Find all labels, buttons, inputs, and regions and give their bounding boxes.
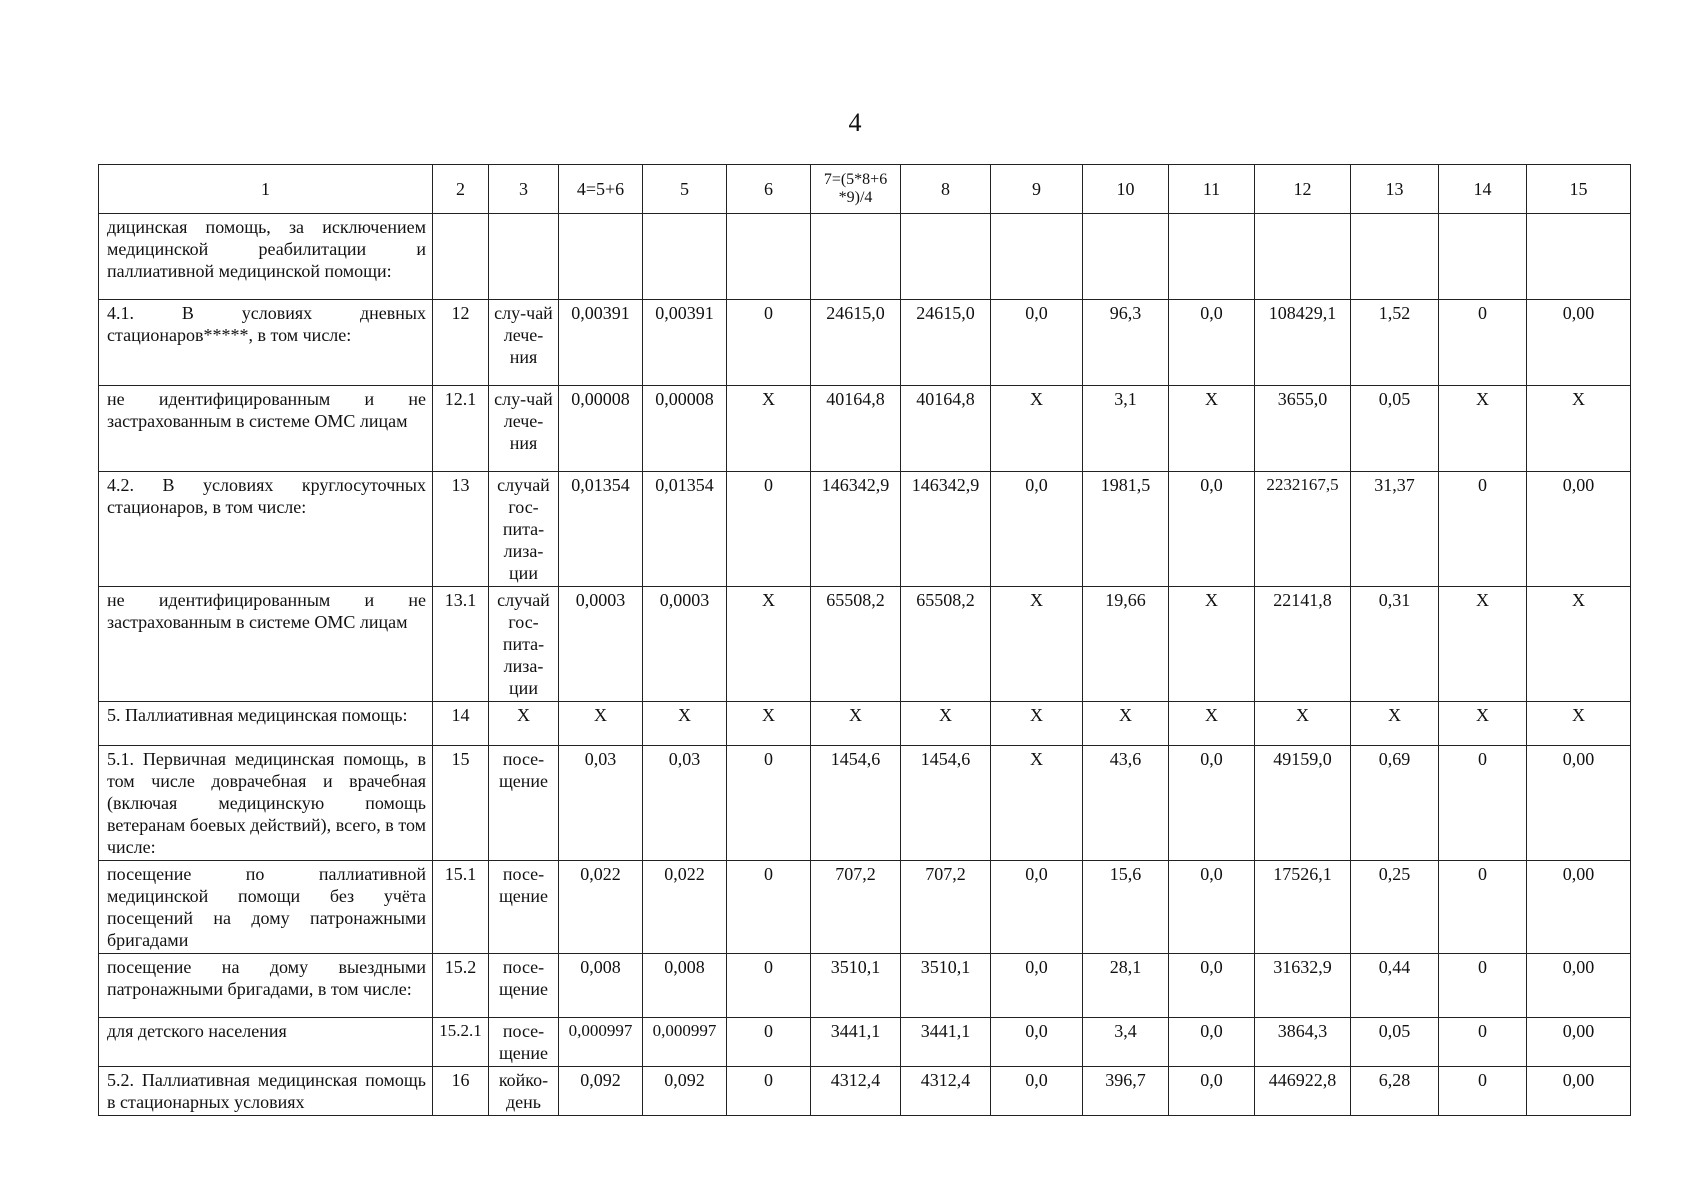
row-name: 4.1. В условиях дневных стационаров*****, в том числе: — [99, 300, 433, 386]
table-cell: X — [643, 702, 727, 746]
table-cell: посе-щение — [489, 861, 559, 954]
row-name: 5. Паллиативная медицинская помощь: — [99, 702, 433, 746]
table-cell — [489, 214, 559, 300]
table-cell: 0,022 — [559, 861, 643, 954]
table-cell: 12 — [433, 300, 489, 386]
table-cell: 15.1 — [433, 861, 489, 954]
table-cell: 14 — [433, 702, 489, 746]
table-cell: 0 — [727, 746, 811, 861]
table-cell: посе-щение — [489, 954, 559, 1018]
table-cell: 0,00 — [1527, 746, 1631, 861]
table-cell: 13 — [433, 472, 489, 587]
table-cell: 0 — [1439, 472, 1527, 587]
table-cell: 0,0 — [1169, 1018, 1255, 1067]
column-header: 5 — [643, 165, 727, 214]
table-cell: 0,0 — [1169, 861, 1255, 954]
table-cell: 0,0 — [1169, 746, 1255, 861]
table-cell: 0,0 — [1169, 300, 1255, 386]
column-header: 11 — [1169, 165, 1255, 214]
table-row — [99, 746, 1631, 861]
table-cell: 28,1 — [1083, 954, 1169, 1018]
table-cell: 0 — [1439, 1018, 1527, 1067]
row-name: 4.2. В условиях круглосуточных стационаров, в том числе: — [99, 472, 433, 587]
column-header: 13 — [1351, 165, 1439, 214]
table-cell — [1255, 214, 1351, 300]
table-cell: 0 — [727, 472, 811, 587]
row-name: 5.2. Паллиативная медицинская помощь в стационарных условиях — [99, 1067, 433, 1116]
table-cell: X — [991, 386, 1083, 472]
table-cell: 0,03 — [559, 746, 643, 861]
table-cell: 0,31 — [1351, 587, 1439, 702]
table-cell — [1439, 214, 1527, 300]
table-cell: 16 — [433, 1067, 489, 1116]
table-row — [99, 1018, 1631, 1067]
table-cell: 24615,0 — [811, 300, 901, 386]
table-cell — [559, 214, 643, 300]
column-header: 2 — [433, 165, 489, 214]
column-header: 6 — [727, 165, 811, 214]
table-cell: 0,00391 — [559, 300, 643, 386]
table-cell: 65508,2 — [901, 587, 991, 702]
table-cell: случай гос-пита-лиза-ции — [489, 472, 559, 587]
table-cell: 0 — [727, 1067, 811, 1116]
table-cell — [643, 214, 727, 300]
table-cell: 0,00 — [1527, 954, 1631, 1018]
table-cell: 15.2 — [433, 954, 489, 1018]
row-name: 5.1. Первичная медицинская помощь, в том числе доврачебная и врачебная (включая медицинскую помощь ветеранам боевых действий), всего, в том числе: — [99, 746, 433, 861]
column-header: 9 — [991, 165, 1083, 214]
table-cell: X — [901, 702, 991, 746]
table-cell: 3,4 — [1083, 1018, 1169, 1067]
table-cell: X — [727, 587, 811, 702]
table-row — [99, 702, 1631, 746]
table-cell: 0,0 — [991, 472, 1083, 587]
table-cell: слу-чай лече-ния — [489, 300, 559, 386]
table-cell: X — [727, 702, 811, 746]
table-cell: 0,022 — [643, 861, 727, 954]
table-row — [99, 587, 1631, 702]
table-cell: 4312,4 — [901, 1067, 991, 1116]
table-cell: 0 — [1439, 300, 1527, 386]
table-cell: 146342,9 — [811, 472, 901, 587]
table-cell: 3441,1 — [811, 1018, 901, 1067]
table-cell: 0,000997 — [643, 1018, 727, 1067]
table-cell: X — [1255, 702, 1351, 746]
table-cell: 0,0 — [1169, 954, 1255, 1018]
table-cell: 0 — [1439, 954, 1527, 1018]
table-cell: 0,0003 — [643, 587, 727, 702]
table-cell — [1527, 214, 1631, 300]
table-cell: X — [1527, 702, 1631, 746]
table-cell: 43,6 — [1083, 746, 1169, 861]
table-cell — [433, 214, 489, 300]
table-cell — [1083, 214, 1169, 300]
table-cell: X — [1083, 702, 1169, 746]
table-cell: 0,00 — [1527, 861, 1631, 954]
table-row — [99, 861, 1631, 954]
table-cell: 0 — [727, 1018, 811, 1067]
page-number: 4 — [848, 108, 862, 137]
table-cell: 0,0 — [991, 954, 1083, 1018]
table-cell: 0,05 — [1351, 1018, 1439, 1067]
table-cell: X — [1439, 587, 1527, 702]
table-cell: 15 — [433, 746, 489, 861]
table-cell: 0,05 — [1351, 386, 1439, 472]
table-cell: 15.2.1 — [433, 1018, 489, 1067]
table-cell: 40164,8 — [811, 386, 901, 472]
table-cell: 0,008 — [559, 954, 643, 1018]
table-cell — [1169, 214, 1255, 300]
table-cell: 0,0 — [991, 1018, 1083, 1067]
table-cell: X — [811, 702, 901, 746]
table-cell: 1981,5 — [1083, 472, 1169, 587]
table-cell: 3510,1 — [901, 954, 991, 1018]
table-cell: 707,2 — [901, 861, 991, 954]
column-header: 15 — [1527, 165, 1631, 214]
table-cell: X — [1527, 587, 1631, 702]
table-cell: 24615,0 — [901, 300, 991, 386]
table-cell: 3,1 — [1083, 386, 1169, 472]
table-cell: 446922,8 — [1255, 1067, 1351, 1116]
table-cell: 1454,6 — [811, 746, 901, 861]
table-cell: 0,69 — [1351, 746, 1439, 861]
table-cell: 12.1 — [433, 386, 489, 472]
table-cell: 0,00 — [1527, 472, 1631, 587]
table-cell: 0 — [1439, 746, 1527, 861]
table-cell: 96,3 — [1083, 300, 1169, 386]
table-row — [99, 386, 1631, 472]
table-cell: 396,7 — [1083, 1067, 1169, 1116]
column-header: 8 — [901, 165, 991, 214]
table-row — [99, 954, 1631, 1018]
table-cell: 0,0 — [991, 300, 1083, 386]
table-cell: 1,52 — [1351, 300, 1439, 386]
column-header: 12 — [1255, 165, 1351, 214]
table-cell: X — [1169, 587, 1255, 702]
table-cell: 0,0 — [1169, 472, 1255, 587]
row-name: посещение на дому выездными патронажными бригадами, в том числе: — [99, 954, 433, 1018]
table-cell: 0,03 — [643, 746, 727, 861]
table-cell: X — [1527, 386, 1631, 472]
table-cell: койко-день — [489, 1067, 559, 1116]
table-cell: 2232167,5 — [1255, 472, 1351, 587]
table-cell: 3441,1 — [901, 1018, 991, 1067]
table-cell: 0,092 — [559, 1067, 643, 1116]
table-cell: 0,0 — [1169, 1067, 1255, 1116]
table-cell: 0,25 — [1351, 861, 1439, 954]
table-cell: 0,44 — [1351, 954, 1439, 1018]
column-header: 1 — [99, 165, 433, 214]
table-cell: 3864,3 — [1255, 1018, 1351, 1067]
table-cell: 22141,8 — [1255, 587, 1351, 702]
table-cell: 65508,2 — [811, 587, 901, 702]
table-cell: X — [489, 702, 559, 746]
header-row — [99, 165, 1631, 214]
table-cell: 0 — [727, 300, 811, 386]
table-cell: 146342,9 — [901, 472, 991, 587]
column-header: 4=5+6 — [559, 165, 643, 214]
table-body — [99, 214, 1631, 1116]
table-cell — [727, 214, 811, 300]
table-cell: 0,00 — [1527, 1067, 1631, 1116]
table-cell: случай гос-пита-лиза-ции — [489, 587, 559, 702]
table-row — [99, 300, 1631, 386]
table-cell: 15,6 — [1083, 861, 1169, 954]
table-cell: 108429,1 — [1255, 300, 1351, 386]
table-cell — [901, 214, 991, 300]
table-cell: 0,00 — [1527, 1018, 1631, 1067]
table-cell: X — [1439, 702, 1527, 746]
table-cell — [991, 214, 1083, 300]
table-cell: слу-чай лече-ния — [489, 386, 559, 472]
table-row — [99, 472, 1631, 587]
table-cell: 0,0 — [991, 1067, 1083, 1116]
table-cell: 1454,6 — [901, 746, 991, 861]
table-cell: 0,00008 — [559, 386, 643, 472]
table-cell: 3655,0 — [1255, 386, 1351, 472]
table-cell: X — [1169, 386, 1255, 472]
table-cell: 19,66 — [1083, 587, 1169, 702]
table-cell: 40164,8 — [901, 386, 991, 472]
data-table — [98, 164, 1631, 1116]
row-name: дицинская помощь, за исключением медицинской реабилитации и паллиативной медицинской помощи: — [99, 214, 433, 300]
table-cell: X — [991, 746, 1083, 861]
table-cell: 6,28 — [1351, 1067, 1439, 1116]
table-row — [99, 1067, 1631, 1116]
table-cell: X — [1169, 702, 1255, 746]
column-header: 7=(5*8+6 *9)/4 — [811, 165, 901, 214]
row-name: не идентифицированным и не застрахованным в системе ОМС лицам — [99, 386, 433, 472]
table-cell: 13.1 — [433, 587, 489, 702]
column-header: 3 — [489, 165, 559, 214]
table-cell: 0,00008 — [643, 386, 727, 472]
table-cell: 0,00 — [1527, 300, 1631, 386]
table-cell: 707,2 — [811, 861, 901, 954]
table-cell: 17526,1 — [1255, 861, 1351, 954]
table-cell: 0 — [1439, 1067, 1527, 1116]
row-name: для детского населения — [99, 1018, 433, 1067]
table-cell: 0,0003 — [559, 587, 643, 702]
row-name: не идентифицированным и не застрахованным в системе ОМС лицам — [99, 587, 433, 702]
table-row — [99, 214, 1631, 300]
table-cell: X — [727, 386, 811, 472]
table-cell: 0,000997 — [559, 1018, 643, 1067]
table-cell: 0,008 — [643, 954, 727, 1018]
table-cell: X — [991, 702, 1083, 746]
table-cell: 0,01354 — [559, 472, 643, 587]
table-cell: X — [559, 702, 643, 746]
table-cell: X — [1351, 702, 1439, 746]
table-cell: 4312,4 — [811, 1067, 901, 1116]
table-cell: X — [991, 587, 1083, 702]
column-header: 14 — [1439, 165, 1527, 214]
table-cell: 0,00391 — [643, 300, 727, 386]
table-cell: 0 — [727, 861, 811, 954]
table-cell: 3510,1 — [811, 954, 901, 1018]
table-cell: посе-щение — [489, 1018, 559, 1067]
table-cell: 0,01354 — [643, 472, 727, 587]
table-cell: 49159,0 — [1255, 746, 1351, 861]
table-cell: 31,37 — [1351, 472, 1439, 587]
table-cell: 0,092 — [643, 1067, 727, 1116]
table-cell: 0 — [727, 954, 811, 1018]
table-cell — [1351, 214, 1439, 300]
table-cell — [811, 214, 901, 300]
row-name: посещение по паллиативной медицинской помощи без учёта посещений на дому патронажными бригадами — [99, 861, 433, 954]
table-cell: 0,0 — [991, 861, 1083, 954]
table-cell: 0 — [1439, 861, 1527, 954]
table-cell: посе-щение — [489, 746, 559, 861]
table-cell: X — [1439, 386, 1527, 472]
column-header: 10 — [1083, 165, 1169, 214]
table-cell: 31632,9 — [1255, 954, 1351, 1018]
